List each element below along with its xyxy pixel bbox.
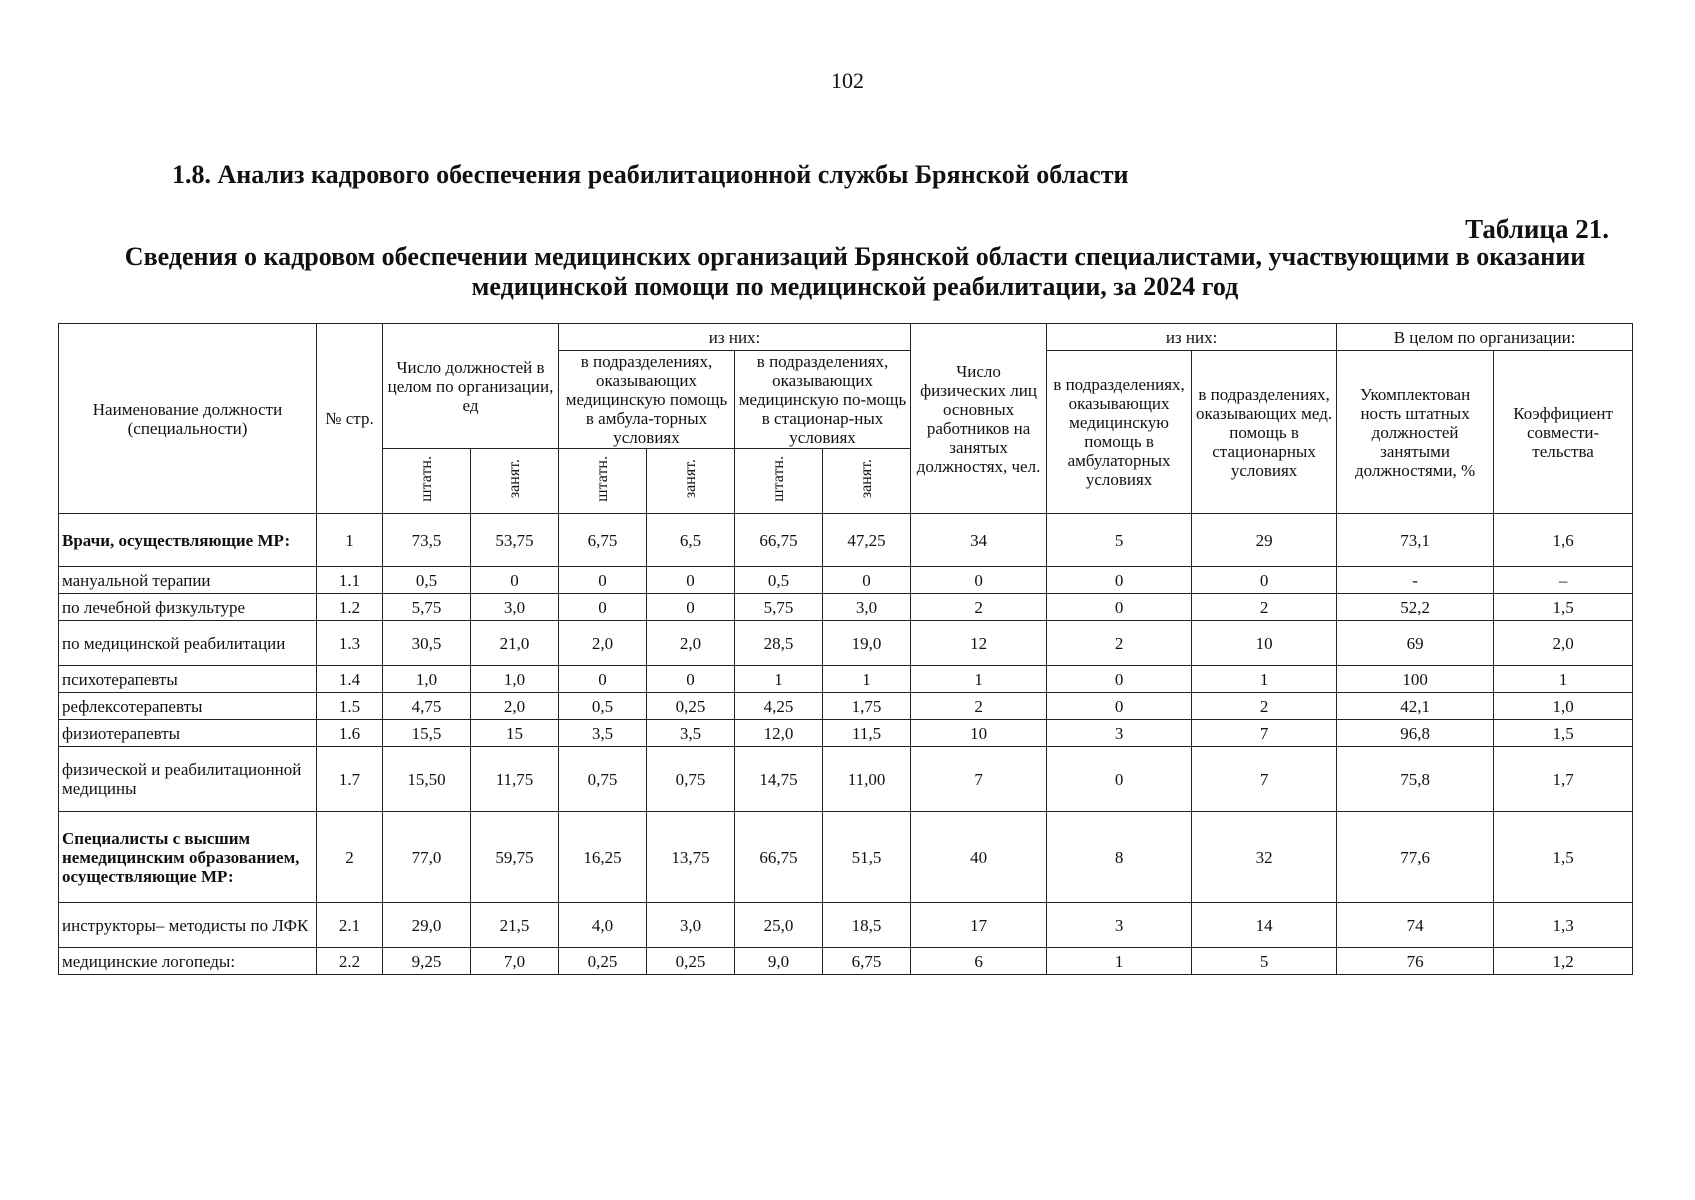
cell-persons-st: 32 <box>1192 812 1337 903</box>
cell-persons-st: 29 <box>1192 514 1337 567</box>
cell-persons-st: 1 <box>1192 666 1337 693</box>
cell-total-zanyat: 11,75 <box>471 747 559 812</box>
table-row <box>59 594 1633 621</box>
cell-st-shtat: 14,75 <box>735 747 823 812</box>
cell-name: Врачи, осуществляющие МР: <box>59 514 317 567</box>
cell-coefficient: 1,0 <box>1494 693 1633 720</box>
cell-total-shtat: 5,75 <box>383 594 471 621</box>
cell-total-zanyat: 21,5 <box>471 903 559 948</box>
cell-st-zanyat: 11,5 <box>823 720 911 747</box>
cell-persons: 2 <box>911 693 1047 720</box>
table-row <box>59 514 1633 567</box>
cell-amb-shtat: 2,0 <box>559 621 647 666</box>
cell-persons: 1 <box>911 666 1047 693</box>
header-zanyat-label: занят. <box>682 459 700 499</box>
cell-total-shtat: 77,0 <box>383 812 471 903</box>
header-shtat-label: штатн. <box>594 456 612 502</box>
cell-no: 1.5 <box>317 693 383 720</box>
cell-amb-zanyat: 0,25 <box>647 693 735 720</box>
section-title: 1.8. Анализ кадрового обеспечения реабилитационной службы Брянской области <box>172 160 1129 189</box>
cell-no: 2 <box>317 812 383 903</box>
cell-persons: 7 <box>911 747 1047 812</box>
cell-persons: 6 <box>911 948 1047 975</box>
table-row <box>59 747 1633 812</box>
header-persons-stationary: в подразделениях, оказывающих мед. помощь в стационарных условиях <box>1192 351 1337 514</box>
header-ambulatory: в подразделениях, оказывающих медицинскую помощь в амбула-торных условиях <box>559 351 735 449</box>
cell-name: Специалисты с высшим немедицинским образованием, осуществляющие МР: <box>59 812 317 903</box>
cell-persons-amb: 3 <box>1047 720 1192 747</box>
cell-total-zanyat: 0 <box>471 567 559 594</box>
cell-no: 1.4 <box>317 666 383 693</box>
cell-total-zanyat: 53,75 <box>471 514 559 567</box>
header-persons-ambulatory: в подразделениях, оказывающих медицинскую помощь в амбулаторных условиях <box>1047 351 1192 514</box>
cell-coefficient: 1,7 <box>1494 747 1633 812</box>
cell-no: 2.2 <box>317 948 383 975</box>
table-row <box>59 693 1633 720</box>
cell-total-zanyat: 21,0 <box>471 621 559 666</box>
header-amb-shtat <box>559 449 647 514</box>
header-total-zanyat <box>471 449 559 514</box>
page-number: 102 <box>831 68 864 93</box>
cell-coefficient: 1,2 <box>1494 948 1633 975</box>
cell-total-shtat: 0,5 <box>383 567 471 594</box>
cell-amb-shtat: 0,5 <box>559 693 647 720</box>
header-zanyat-label: занят. <box>858 459 876 499</box>
header-st-zanyat <box>823 449 911 514</box>
cell-name: рефлексотерапевты <box>59 693 317 720</box>
cell-amb-shtat: 4,0 <box>559 903 647 948</box>
cell-total-zanyat: 2,0 <box>471 693 559 720</box>
cell-st-shtat: 66,75 <box>735 514 823 567</box>
cell-staffing: 52,2 <box>1337 594 1494 621</box>
cell-st-shtat: 66,75 <box>735 812 823 903</box>
cell-total-shtat: 30,5 <box>383 621 471 666</box>
header-positions-total: Число должностей в целом по организации, ед <box>383 324 559 449</box>
cell-amb-zanyat: 3,0 <box>647 903 735 948</box>
cell-amb-zanyat: 3,5 <box>647 720 735 747</box>
header-total-shtat <box>383 449 471 514</box>
cell-amb-zanyat: 0 <box>647 594 735 621</box>
cell-persons-amb: 0 <box>1047 567 1192 594</box>
cell-persons-st: 2 <box>1192 693 1337 720</box>
cell-st-zanyat: 11,00 <box>823 747 911 812</box>
cell-st-zanyat: 1,75 <box>823 693 911 720</box>
cell-amb-shtat: 0 <box>559 666 647 693</box>
cell-st-shtat: 28,5 <box>735 621 823 666</box>
cell-amb-zanyat: 0 <box>647 666 735 693</box>
cell-no: 1.6 <box>317 720 383 747</box>
cell-persons-amb: 5 <box>1047 514 1192 567</box>
header-of-them-2: из них: <box>1047 324 1337 351</box>
cell-st-zanyat: 0 <box>823 567 911 594</box>
cell-amb-shtat: 0,75 <box>559 747 647 812</box>
cell-persons-amb: 3 <box>1047 903 1192 948</box>
cell-total-zanyat: 59,75 <box>471 812 559 903</box>
table-row <box>59 567 1633 594</box>
cell-no: 1.7 <box>317 747 383 812</box>
cell-persons: 10 <box>911 720 1047 747</box>
cell-staffing: 100 <box>1337 666 1494 693</box>
cell-persons-st: 0 <box>1192 567 1337 594</box>
table-number: Таблица 21. <box>1465 214 1609 244</box>
header-stationary: в подразделениях, оказывающих медицинскую по-мощь в стационар-ных условиях <box>735 351 911 449</box>
cell-persons-amb: 0 <box>1047 594 1192 621</box>
cell-amb-shtat: 0 <box>559 567 647 594</box>
cell-coefficient: 1,5 <box>1494 720 1633 747</box>
cell-total-zanyat: 1,0 <box>471 666 559 693</box>
cell-persons: 0 <box>911 567 1047 594</box>
cell-no: 1.1 <box>317 567 383 594</box>
header-staffing: Укомплектован ность штатных должностей занятыми должностями, % <box>1337 351 1494 514</box>
cell-name: физиотерапевты <box>59 720 317 747</box>
header-shtat-label: штатн. <box>418 456 435 502</box>
cell-staffing: 73,1 <box>1337 514 1494 567</box>
cell-staffing: - <box>1337 567 1494 594</box>
cell-no: 2.1 <box>317 903 383 948</box>
cell-coefficient: 1,5 <box>1494 594 1633 621</box>
cell-st-zanyat: 51,5 <box>823 812 911 903</box>
cell-total-shtat: 4,75 <box>383 693 471 720</box>
cell-st-zanyat: 47,25 <box>823 514 911 567</box>
cell-persons-st: 2 <box>1192 594 1337 621</box>
cell-persons: 34 <box>911 514 1047 567</box>
header-coefficient: Коэффициент совмести-тельства <box>1494 351 1633 514</box>
cell-amb-zanyat: 13,75 <box>647 812 735 903</box>
header-st-shtat <box>735 449 823 514</box>
cell-name: медицинские логопеды: <box>59 948 317 975</box>
cell-amb-zanyat: 6,5 <box>647 514 735 567</box>
cell-total-zanyat: 15 <box>471 720 559 747</box>
cell-persons-st: 10 <box>1192 621 1337 666</box>
header-org-total: В целом по организации: <box>1337 324 1633 351</box>
cell-amb-zanyat: 0,25 <box>647 948 735 975</box>
cell-total-shtat: 73,5 <box>383 514 471 567</box>
cell-staffing: 69 <box>1337 621 1494 666</box>
header-row-no: № стр. <box>317 324 383 514</box>
cell-st-shtat: 0,5 <box>735 567 823 594</box>
cell-total-shtat: 15,5 <box>383 720 471 747</box>
cell-st-zanyat: 6,75 <box>823 948 911 975</box>
cell-amb-shtat: 0,25 <box>559 948 647 975</box>
header-shtat-label: штатн. <box>770 456 788 502</box>
cell-staffing: 76 <box>1337 948 1494 975</box>
header-amb-zanyat <box>647 449 735 514</box>
cell-st-shtat: 12,0 <box>735 720 823 747</box>
cell-persons-amb: 2 <box>1047 621 1192 666</box>
header-persons: Число физических лиц основных работников на занятых должностях, чел. <box>911 324 1047 514</box>
cell-amb-shtat: 16,25 <box>559 812 647 903</box>
cell-total-shtat: 29,0 <box>383 903 471 948</box>
cell-persons: 40 <box>911 812 1047 903</box>
cell-st-shtat: 25,0 <box>735 903 823 948</box>
cell-total-shtat: 15,50 <box>383 747 471 812</box>
cell-total-zanyat: 3,0 <box>471 594 559 621</box>
cell-no: 1 <box>317 514 383 567</box>
cell-persons-amb: 8 <box>1047 812 1192 903</box>
cell-st-zanyat: 1 <box>823 666 911 693</box>
cell-staffing: 42,1 <box>1337 693 1494 720</box>
table-row <box>59 948 1633 975</box>
cell-st-zanyat: 18,5 <box>823 903 911 948</box>
cell-name: по медицинской реабилитации <box>59 621 317 666</box>
cell-st-shtat: 4,25 <box>735 693 823 720</box>
cell-persons-st: 7 <box>1192 747 1337 812</box>
cell-staffing: 96,8 <box>1337 720 1494 747</box>
cell-no: 1.2 <box>317 594 383 621</box>
cell-total-zanyat: 7,0 <box>471 948 559 975</box>
cell-persons: 17 <box>911 903 1047 948</box>
cell-persons: 12 <box>911 621 1047 666</box>
cell-persons: 2 <box>911 594 1047 621</box>
cell-persons-amb: 0 <box>1047 666 1192 693</box>
cell-amb-shtat: 3,5 <box>559 720 647 747</box>
cell-name: психотерапевты <box>59 666 317 693</box>
cell-persons-st: 14 <box>1192 903 1337 948</box>
table-row <box>59 666 1633 693</box>
table-row <box>59 812 1633 903</box>
cell-st-zanyat: 19,0 <box>823 621 911 666</box>
cell-name: инструкторы– методисты по ЛФК <box>59 903 317 948</box>
cell-no: 1.3 <box>317 621 383 666</box>
cell-amb-zanyat: 0 <box>647 567 735 594</box>
table-caption: Сведения о кадровом обеспечении медицинских организаций Брянской области специалистами, участвующими в оказании медицинской помощи по медицинской реабилитации, за 2024 год <box>124 242 1586 301</box>
cell-staffing: 77,6 <box>1337 812 1494 903</box>
cell-name: по лечебной физкультуре <box>59 594 317 621</box>
cell-total-shtat: 9,25 <box>383 948 471 975</box>
cell-name: физической и реабилитационной медицины <box>59 747 317 812</box>
header-name: Наименование должности (специальности) <box>59 324 317 514</box>
table-row <box>59 903 1633 948</box>
cell-persons-amb: 1 <box>1047 948 1192 975</box>
table-row <box>59 720 1633 747</box>
cell-st-shtat: 5,75 <box>735 594 823 621</box>
cell-persons-st: 5 <box>1192 948 1337 975</box>
cell-st-shtat: 1 <box>735 666 823 693</box>
cell-staffing: 75,8 <box>1337 747 1494 812</box>
cell-amb-zanyat: 0,75 <box>647 747 735 812</box>
cell-coefficient: 1,6 <box>1494 514 1633 567</box>
cell-persons-st: 7 <box>1192 720 1337 747</box>
header-zanyat-label: занят. <box>506 459 523 499</box>
cell-st-zanyat: 3,0 <box>823 594 911 621</box>
cell-coefficient: 2,0 <box>1494 621 1633 666</box>
cell-persons-amb: 0 <box>1047 747 1192 812</box>
cell-st-shtat: 9,0 <box>735 948 823 975</box>
cell-amb-shtat: 0 <box>559 594 647 621</box>
cell-coefficient: 1,5 <box>1494 812 1633 903</box>
table-row <box>59 621 1633 666</box>
cell-coefficient: 1 <box>1494 666 1633 693</box>
cell-coefficient: 1,3 <box>1494 903 1633 948</box>
cell-amb-shtat: 6,75 <box>559 514 647 567</box>
cell-coefficient: – <box>1494 567 1633 594</box>
cell-name: мануальной терапии <box>59 567 317 594</box>
staffing-table <box>58 323 1633 975</box>
cell-persons-amb: 0 <box>1047 693 1192 720</box>
cell-amb-zanyat: 2,0 <box>647 621 735 666</box>
cell-staffing: 74 <box>1337 903 1494 948</box>
cell-total-shtat: 1,0 <box>383 666 471 693</box>
header-of-them-1: из них: <box>559 324 911 351</box>
